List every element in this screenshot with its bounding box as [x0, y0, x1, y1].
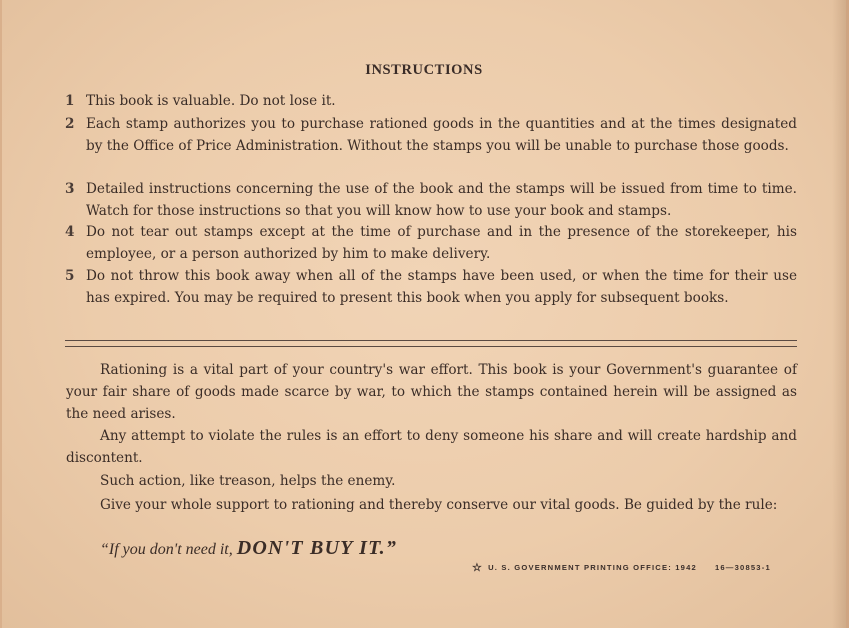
paragraph-support	[66, 494, 797, 516]
instruction-number: 2	[65, 116, 75, 132]
star-icon: ☆	[472, 562, 484, 574]
printing-office-imprint	[472, 561, 771, 574]
instruction-number: 4	[65, 224, 75, 240]
instruction-item-4	[65, 222, 797, 265]
paragraph-text: Such action, like treason, helps the enemy.	[100, 473, 396, 489]
instruction-text: Detailed instructions concerning the use of the book and the stamps will be issued from time to time. Watch for those instructions so that you will know how to use your book and stamps.	[86, 181, 797, 219]
instruction-text: Do not throw this book away when all of the stamps have been used, or when the time for their use has expired. You may be required to present this book when you apply for subsequent books.	[86, 268, 797, 306]
instruction-item-2	[65, 114, 797, 157]
instruction-number: 5	[65, 268, 75, 284]
instruction-item-3	[65, 179, 797, 222]
motto-emphasis: DON'T BUY IT.”	[236, 537, 398, 559]
paragraph-treason	[66, 470, 797, 492]
motto	[100, 537, 397, 560]
instruction-number: 1	[65, 93, 75, 109]
motto-prefix: “If you don't need it,	[100, 541, 233, 558]
paragraph-text: Rationing is a vital part of your country's war effort. This book is your Government's guarantee of your fair share of goods made scarce by war, to which the stamps contained herein will be assigned as the need arises.	[66, 362, 797, 422]
instruction-text: Each stamp authorizes you to purchase rationed goods in the quantities and at the times designated by the Office of Price Administration. Without the stamps you will be unable to purchase those goods.	[86, 116, 797, 154]
imprint-code: 16—30853-1	[714, 563, 771, 572]
instruction-text: This book is valuable. Do not lose it.	[86, 93, 336, 109]
imprint-text: U. S. GOVERNMENT PRINTING OFFICE: 1942	[488, 563, 697, 572]
paragraph-violation	[66, 425, 797, 469]
paragraph-text: Any attempt to violate the rules is an effort to deny someone his share and will create hardship and discontent.	[66, 428, 797, 466]
instruction-item-5	[65, 266, 797, 309]
double-rule-divider	[65, 340, 797, 347]
paragraph-text: Give your whole support to rationing and thereby conserve our vital goods. Be guided by the rule:	[100, 497, 778, 513]
paragraph-rationing	[66, 359, 797, 425]
page-title: INSTRUCTIONS	[365, 62, 483, 78]
instruction-text: Do not tear out stamps except at the time of purchase and in the presence of the storekeeper, his employee, or a person authorized by him to make delivery.	[86, 224, 797, 262]
instruction-item-1	[65, 91, 797, 113]
instruction-number: 3	[65, 181, 75, 197]
